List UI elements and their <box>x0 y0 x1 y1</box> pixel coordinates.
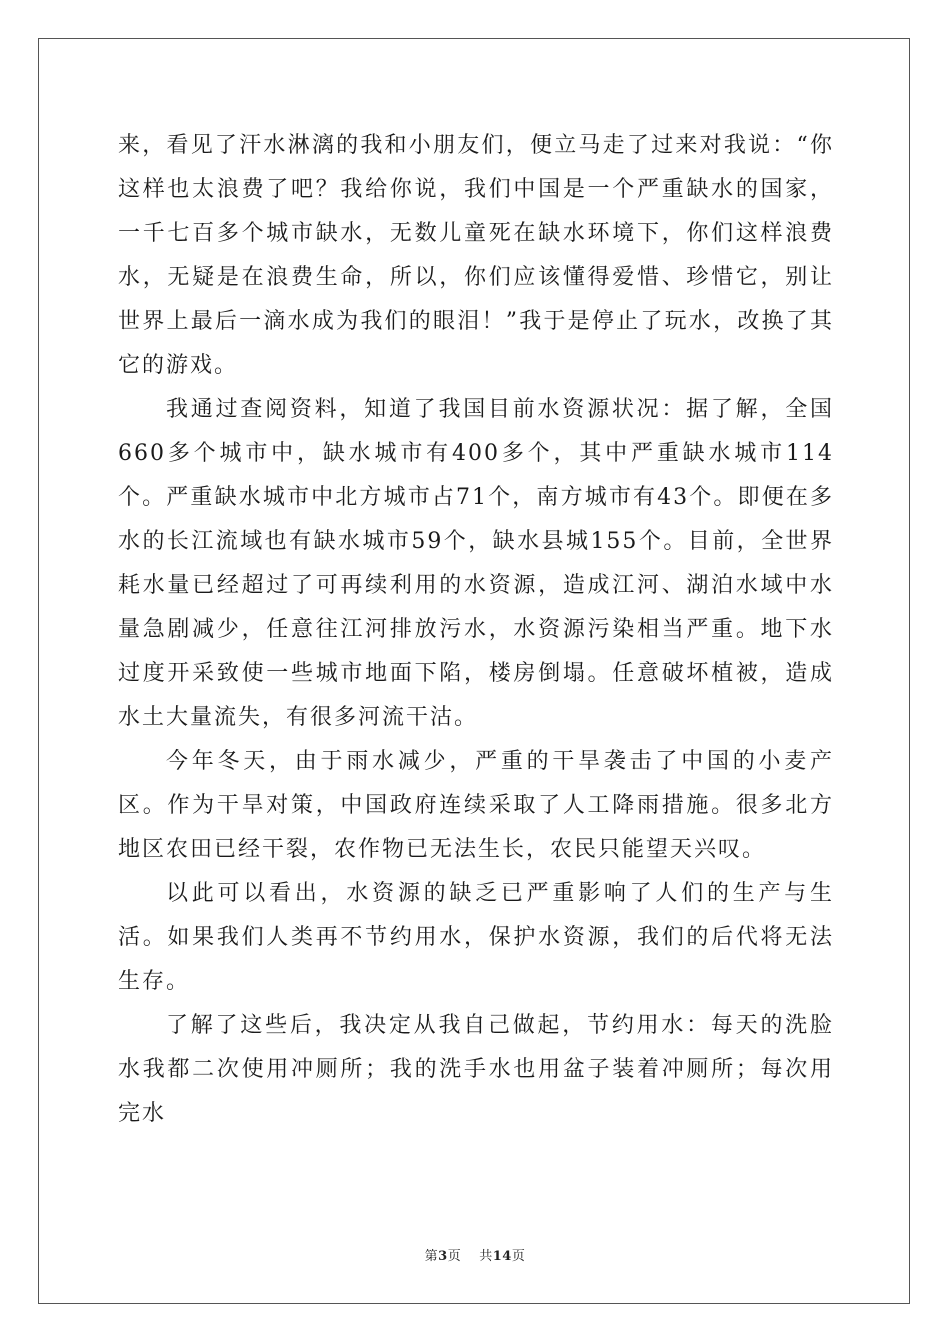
paragraph-conclusion: 以此可以看出，水资源的缺乏已严重影响了人们的生产与生活。如果我们人类再不节约用水，保护水资源，我们的后代将无法生存。 <box>118 881 834 994</box>
page-suffix: 页 <box>447 1249 462 1264</box>
page-current-number: 3 <box>438 1249 448 1264</box>
total-prefix: 共 <box>479 1249 493 1264</box>
total-pages-number: 14 <box>492 1249 512 1264</box>
paragraph-water-status: 我通过查阅资料，知道了我国目前水资源状况：据了解，全国660多个城市中，缺水城市有400多个，其中严重缺水城市114个。严重缺水城市中北方城市占71个，南方城市有43个。即便在多水的长江流域也有缺水城市59个，缺水县城155个。目前，全世界耗水量已经超过了可再续利用的水资源，造成江河、湖泊水域中水量急剧减少，任意往江河排放污水，水资源污染相当严重。地下水过度开采致使一些城市地面下陷，楼房倒塌。任意破坏植被，造成水土大量流失，有很多河流干沽。 <box>118 397 834 730</box>
paragraph-continuation: 来，看见了汗水淋漓的我和小朋友们，便立马走了过来对我说：“你这样也太浪费了吧？我给你说，我们中国是一个严重缺水的国家，一千七百多个城市缺水，无数儿童死在缺水环境下，你们这样浪费水，无疑是在浪费生命，所以，你们应该懂得爱惜、珍惜它，别让世界上最后一滴水成为我们的眼泪！”我于是停止了玩水，改换了其它的游戏。 <box>118 133 834 378</box>
page-prefix: 第 <box>424 1249 439 1264</box>
paragraph-drought: 今年冬天，由于雨水减少，严重的干旱袭击了中国的小麦产区。作为干旱对策，中国政府连续采取了人工降雨措施。很多北方地区农田已经干裂，农作物已无法生长，农民只能望天兴叹。 <box>118 749 834 862</box>
total-suffix: 页 <box>511 1249 526 1264</box>
paragraph-action: 了解了这些后，我决定从我自己做起，节约用水：每天的洗脸水我都二次使用冲厕所；我的洗手水也用盆子装着冲厕所；每次用完水 <box>118 1013 834 1126</box>
document-body <box>118 124 834 1136</box>
page-footer <box>0 1245 950 1264</box>
